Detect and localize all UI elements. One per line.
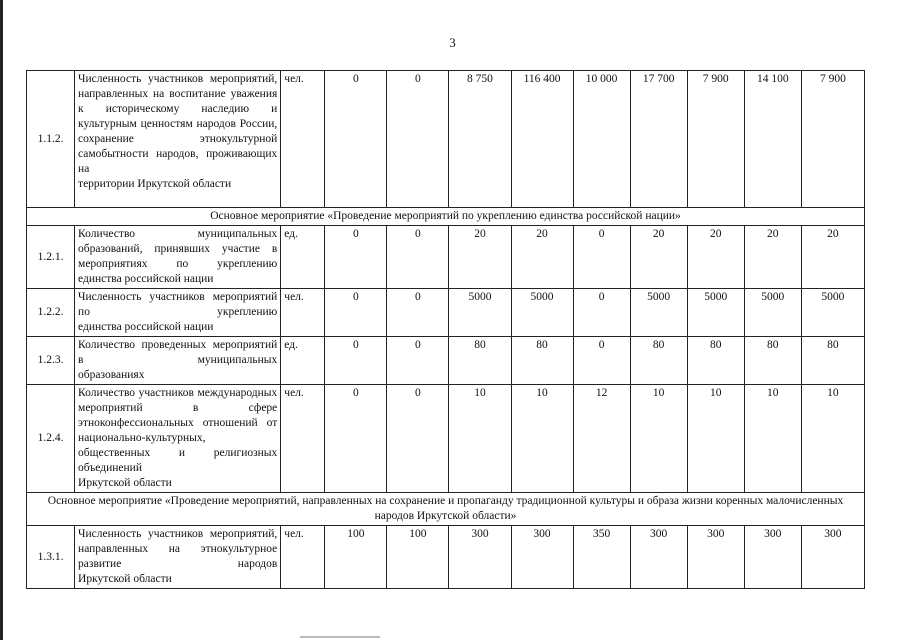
table-body — [27, 71, 865, 589]
table-row — [27, 226, 865, 289]
table-row — [27, 337, 865, 385]
value-cell: 12 — [573, 385, 630, 493]
value-cell: 116 400 — [511, 71, 573, 208]
value-cell: 300 — [511, 526, 573, 589]
value-cell: 7 900 — [687, 71, 744, 208]
value-cell: 20 — [449, 226, 511, 289]
value-cell: 80 — [744, 337, 801, 385]
indicator-description — [75, 385, 281, 493]
value-cell: 300 — [801, 526, 864, 589]
value-cell: 0 — [573, 226, 630, 289]
value-cell: 20 — [630, 226, 687, 289]
value-cell: 0 — [387, 385, 449, 493]
indicator-description — [75, 71, 281, 208]
row-number: 1.1.2. — [27, 71, 75, 208]
section-row — [27, 208, 865, 226]
value-cell: 10 — [687, 385, 744, 493]
indicator-description-text: Количество проведенных мероприятий в муниципальных — [78, 339, 278, 366]
indicator-description-text: Численность участников мероприятий, направленных на воспитание уважения к историческому наследию и культурным ценностям народов России, сохранение этнокультурной самобытности народов, проживающих на — [78, 73, 278, 175]
indicator-description-last-line: единства российской нации — [78, 321, 214, 333]
scan-artifact — [300, 636, 380, 638]
row-number: 1.3.1. — [27, 526, 75, 589]
value-cell: 10 — [630, 385, 687, 493]
value-cell: 14 100 — [744, 71, 801, 208]
indicator-description-last-line: единства российской нации — [78, 273, 214, 285]
unit-cell: чел. — [281, 289, 325, 337]
value-cell: 20 — [687, 226, 744, 289]
value-cell: 17 700 — [630, 71, 687, 208]
value-cell: 10 — [511, 385, 573, 493]
row-number: 1.2.2. — [27, 289, 75, 337]
value-cell: 0 — [325, 289, 387, 337]
value-cell: 300 — [630, 526, 687, 589]
table-row — [27, 289, 865, 337]
unit-cell: чел. — [281, 526, 325, 589]
indicator-description-last-line: Иркутской области — [78, 573, 172, 585]
row-number: 1.2.1. — [27, 226, 75, 289]
row-number: 1.2.3. — [27, 337, 75, 385]
section-title: Основное мероприятие «Проведение мероприятий по укреплению единства российской нации» — [27, 208, 865, 226]
value-cell: 80 — [511, 337, 573, 385]
value-cell: 0 — [325, 226, 387, 289]
row-number: 1.2.4. — [27, 385, 75, 493]
value-cell: 0 — [387, 71, 449, 208]
value-cell: 300 — [449, 526, 511, 589]
value-cell: 300 — [744, 526, 801, 589]
value-cell: 350 — [573, 526, 630, 589]
indicator-description-text: Количество муниципальных образований, принявших участие в мероприятиях по укреплению — [78, 228, 278, 270]
indicator-description-last-line: территории Иркутской области — [78, 178, 232, 190]
table-row — [27, 385, 865, 493]
section-row — [27, 493, 865, 526]
value-cell: 5000 — [630, 289, 687, 337]
unit-cell: ед. — [281, 226, 325, 289]
value-cell: 20 — [744, 226, 801, 289]
section-title: Основное мероприятие «Проведение мероприятий, направленных на сохранение и пропаганду традиционной культуры и образа жизни коренных малочисленных народов Иркутской области» — [27, 493, 865, 526]
value-cell: 100 — [325, 526, 387, 589]
table-row — [27, 71, 865, 208]
indicator-description — [75, 337, 281, 385]
indicator-description — [75, 289, 281, 337]
value-cell: 10 000 — [573, 71, 630, 208]
indicator-description — [75, 526, 281, 589]
value-cell: 5000 — [687, 289, 744, 337]
value-cell: 80 — [449, 337, 511, 385]
indicator-description — [75, 226, 281, 289]
table-row — [27, 526, 865, 589]
value-cell: 80 — [801, 337, 864, 385]
value-cell: 10 — [744, 385, 801, 493]
value-cell: 80 — [687, 337, 744, 385]
value-cell: 20 — [511, 226, 573, 289]
indicator-description-text: Численность участников мероприятий по укреплению — [78, 291, 278, 318]
page-left-edge — [0, 0, 3, 640]
unit-cell: чел. — [281, 71, 325, 208]
value-cell: 0 — [325, 337, 387, 385]
value-cell: 8 750 — [449, 71, 511, 208]
value-cell: 20 — [801, 226, 864, 289]
value-cell: 0 — [325, 71, 387, 208]
value-cell: 0 — [573, 337, 630, 385]
value-cell: 80 — [630, 337, 687, 385]
indicator-description-last-line: образованиях — [78, 369, 145, 381]
value-cell: 100 — [387, 526, 449, 589]
value-cell: 5000 — [449, 289, 511, 337]
indicators-table — [26, 70, 865, 589]
unit-cell: ед. — [281, 337, 325, 385]
value-cell: 7 900 — [801, 71, 864, 208]
value-cell: 0 — [573, 289, 630, 337]
value-cell: 300 — [687, 526, 744, 589]
indicator-description-text: Количество участников международных мероприятий в сфере этноконфессиональных отношений от национально-культурных, общественных и религиозных объединений — [78, 387, 278, 474]
value-cell: 0 — [387, 226, 449, 289]
value-cell: 0 — [387, 289, 449, 337]
value-cell: 5000 — [744, 289, 801, 337]
value-cell: 0 — [387, 337, 449, 385]
value-cell: 10 — [449, 385, 511, 493]
value-cell: 5000 — [801, 289, 864, 337]
unit-cell: чел. — [281, 385, 325, 493]
page-number: 3 — [449, 35, 456, 50]
indicator-description-text: Численность участников мероприятий, направленных на этнокультурное развитие народов — [78, 528, 278, 570]
indicator-description-last-line: Иркутской области — [78, 477, 172, 489]
value-cell: 0 — [325, 385, 387, 493]
value-cell: 10 — [801, 385, 864, 493]
value-cell: 5000 — [511, 289, 573, 337]
